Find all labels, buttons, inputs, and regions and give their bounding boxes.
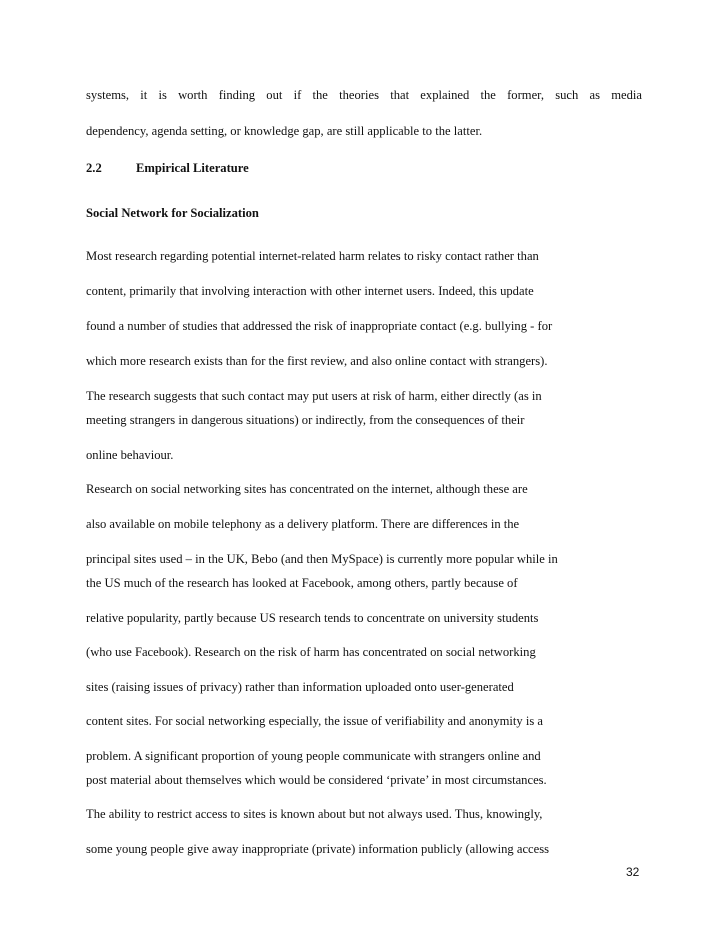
paragraph-2-line-3: principal sites used – in the UK, Bebo (and then MySpace) is currently more popular while in: [86, 552, 558, 566]
paragraph-1-line-5: The research suggests that such contact may put users at risk of harm, either directly (as in: [86, 389, 542, 403]
paragraph-2-line-4: the US much of the research has looked at Facebook, among others, partly because of: [86, 576, 518, 590]
paragraph-1-line-2: content, primarily that involving interaction with other internet users. Indeed, this update: [86, 284, 534, 298]
paragraph-2-line-11: The ability to restrict access to sites is known about but not always used. Thus, knowingly,: [86, 807, 543, 821]
paragraph-2-line-12: some young people give away inappropriate (private) information publicly (allowing access: [86, 842, 550, 856]
paragraph-1-line-7: online behaviour.: [86, 448, 174, 462]
paragraph-1-line-1: Most research regarding potential internet-related harm relates to risky contact rather than: [86, 249, 539, 263]
paragraph-1-line-4: which more research exists than for the first review, and also online contact with strangers).: [86, 354, 548, 368]
paragraph-2-line-9: problem. A significant proportion of young people communicate with strangers online and: [86, 749, 541, 763]
subheading: Social Network for Socialization: [86, 206, 259, 220]
paragraph-2-line-10: post material about themselves which would be considered ‘private’ in most circumstances.: [86, 773, 547, 787]
paragraph-2-line-6: (who use Facebook). Research on the risk of harm has concentrated on social networking: [86, 645, 536, 659]
paragraph-1-line-6: meeting strangers in dangerous situations) or indirectly, from the consequences of their: [86, 413, 525, 427]
intro-line-1: systems, it is worth finding out if the theories that explained the former, such as media: [86, 88, 642, 102]
paragraph-2-line-1: Research on social networking sites has concentrated on the internet, although these are: [86, 482, 528, 496]
paragraph-2-line-5: relative popularity, partly because US research tends to concentrate on university students: [86, 611, 539, 625]
section-title: Empirical Literature: [136, 161, 249, 175]
paragraph-2-line-8: content sites. For social networking especially, the issue of verifiability and anonymity is a: [86, 714, 544, 728]
paragraph-2-line-7: sites (raising issues of privacy) rather than information uploaded onto user-generated: [86, 680, 514, 694]
intro-line-2: dependency, agenda setting, or knowledge gap, are still applicable to the latter.: [86, 124, 483, 138]
section-number: 2.2: [86, 161, 102, 175]
paragraph-1-line-3: found a number of studies that addressed the risk of inappropriate contact (e.g. bullying - for: [86, 319, 553, 333]
page-number: 32: [626, 865, 640, 879]
paragraph-2-line-2: also available on mobile telephony as a delivery platform. There are differences in the: [86, 517, 520, 531]
